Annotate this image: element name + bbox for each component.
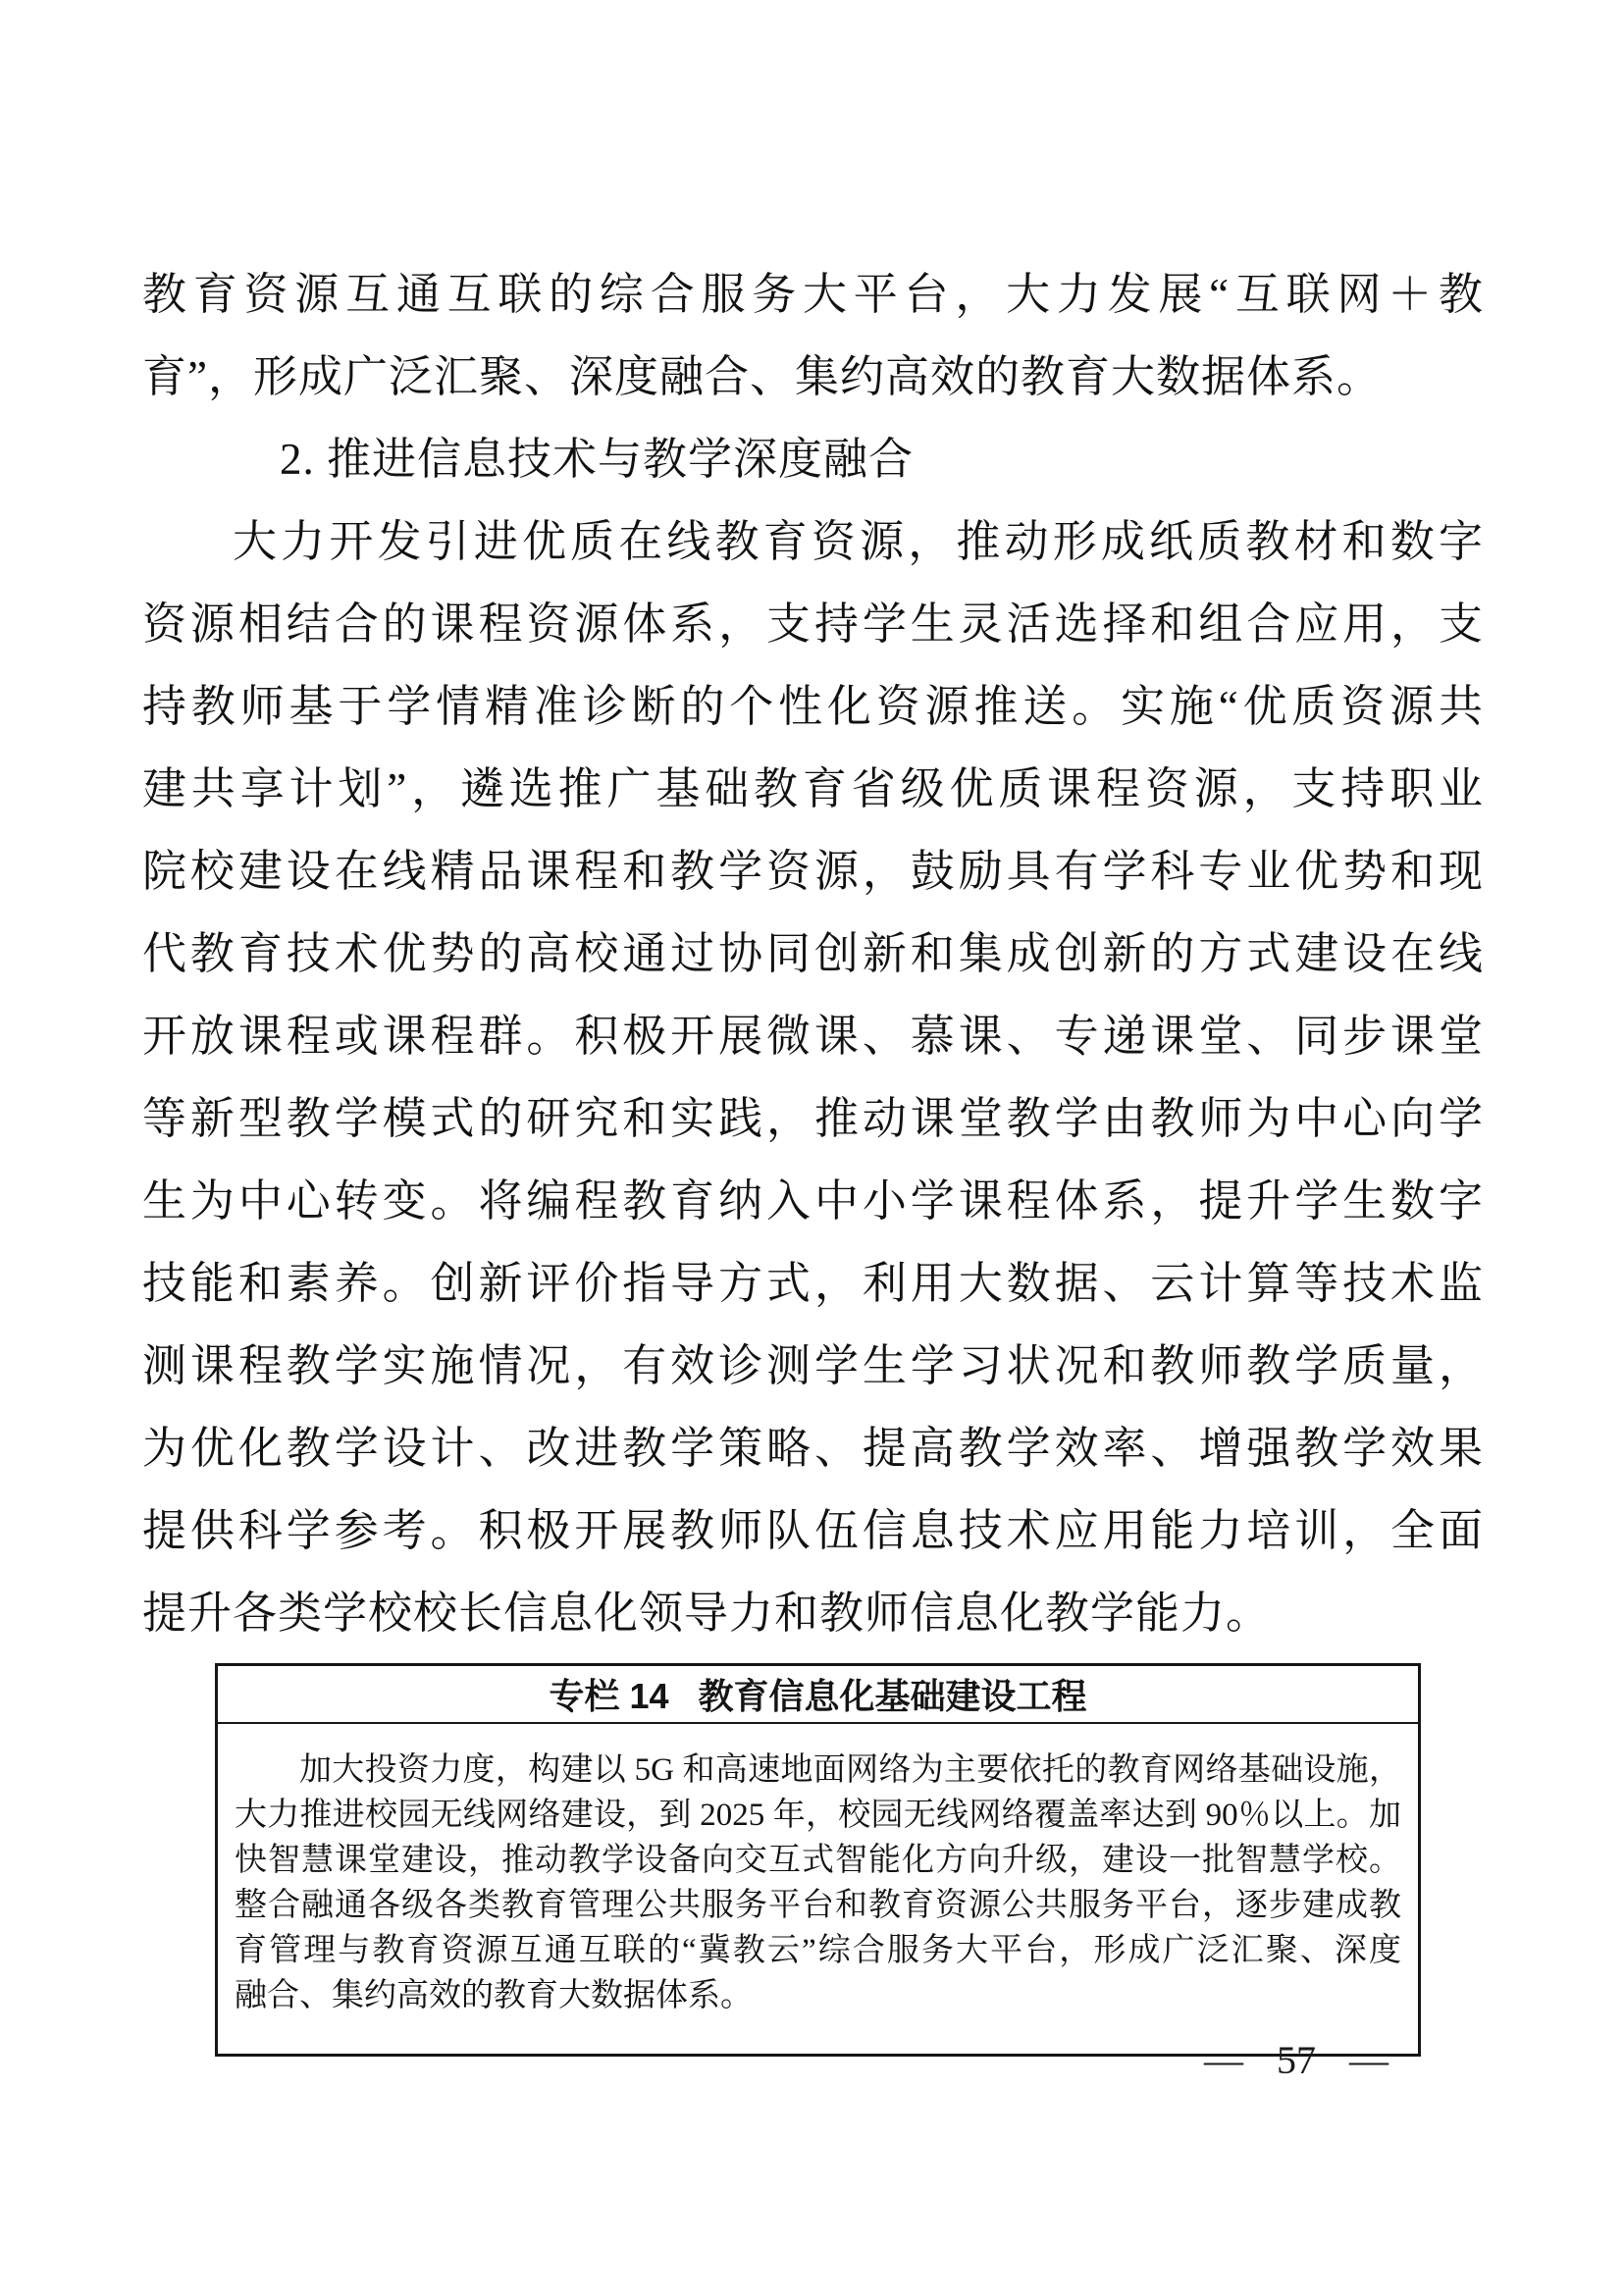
body-line: 为优化教学设计、改进教学策略、提高教学效率、增强教学效果 [142,1424,1484,1473]
box-line: 育管理与教育资源互通互联的“冀教云”综合服务大平台，形成广泛汇聚、深度 [235,1933,1401,1968]
section-heading: 2. 推进信息技术与教学深度融合 [280,435,915,484]
callout-box-body [218,1724,1418,2054]
body-line: 建共享计划”，遴选推广基础教育省级优质课程资源，支持职业 [142,764,1484,813]
box-line: 加大投资力度，构建以 5G 和高速地面网络为主要依托的教育网络基础设施， [299,1752,1401,1788]
body-line: 等新型教学模式的研究和实践，推动课堂教学由教师为中心向学 [142,1094,1484,1143]
body-line: 技能和素养。创新评价指导方式，利用大数据、云计算等技术监 [142,1259,1484,1308]
body-line: 持教师基于学情精准诊断的个性化资源推送。实施“优质资源共 [142,682,1484,731]
box-line: 融合、集约高效的教育大数据体系。 [235,1978,753,2013]
box-line: 整合融通各级各类教育管理公共服务平台和教育资源公共服务平台，逐步建成教 [235,1888,1401,1923]
box-line: 大力推进校园无线网络建设，到 2025 年，校园无线网络覆盖率达到 90％以上。加 [235,1798,1401,1833]
body-line: 资源相结合的课程资源体系，支持学生灵活选择和组合应用，支 [142,600,1484,649]
callout-box-14 [215,1663,1421,2057]
callout-box-title: 教育信息化基础建设工程 [698,1676,1087,1716]
footer-left-dash: — [1204,2038,1243,2082]
box-line: 快智慧课堂建设，推动教学设备向交互式智能化方向升级，建设一批智慧学校。 [235,1843,1401,1878]
body-line: 提升各类学校校长信息化领导力和教师信息化教学能力。 [142,1589,1272,1638]
body-line: 测课程教学实施情况，有效诊测学生学习状况和教师教学质量， [142,1341,1484,1390]
page-footer [1204,2037,1388,2083]
body-line: 育”，形成广泛汇聚、深度融合、集约高效的教育大数据体系。 [142,352,1382,401]
body-line: 教育资源互通互联的综合服务大平台，大力发展“互联网＋教 [142,270,1484,319]
body-line: 生为中心转变。将编程教育纳入中小学课程体系，提升学生数字 [142,1176,1484,1226]
body-line: 提供科学参考。积极开展教师队伍信息技术应用能力培训，全面 [142,1506,1484,1555]
body-line: 代教育技术优势的高校通过协同创新和集成创新的方式建设在线 [142,929,1484,978]
main-text-block [142,253,1484,1654]
body-line: 开放课程或课程群。积极开展微课、慕课、专递课堂、同步课堂 [142,1012,1484,1061]
page-number: 57 [1277,2038,1316,2082]
callout-box-header [218,1666,1418,1724]
body-line: 大力开发引进优质在线教育资源，推动形成纸质教材和数字 [233,517,1484,566]
body-line: 院校建设在线精品课程和教学资源，鼓励具有学科专业优势和现 [142,847,1484,896]
footer-right-dash: — [1349,2038,1388,2082]
callout-box-label: 专栏 14 [549,1676,669,1716]
